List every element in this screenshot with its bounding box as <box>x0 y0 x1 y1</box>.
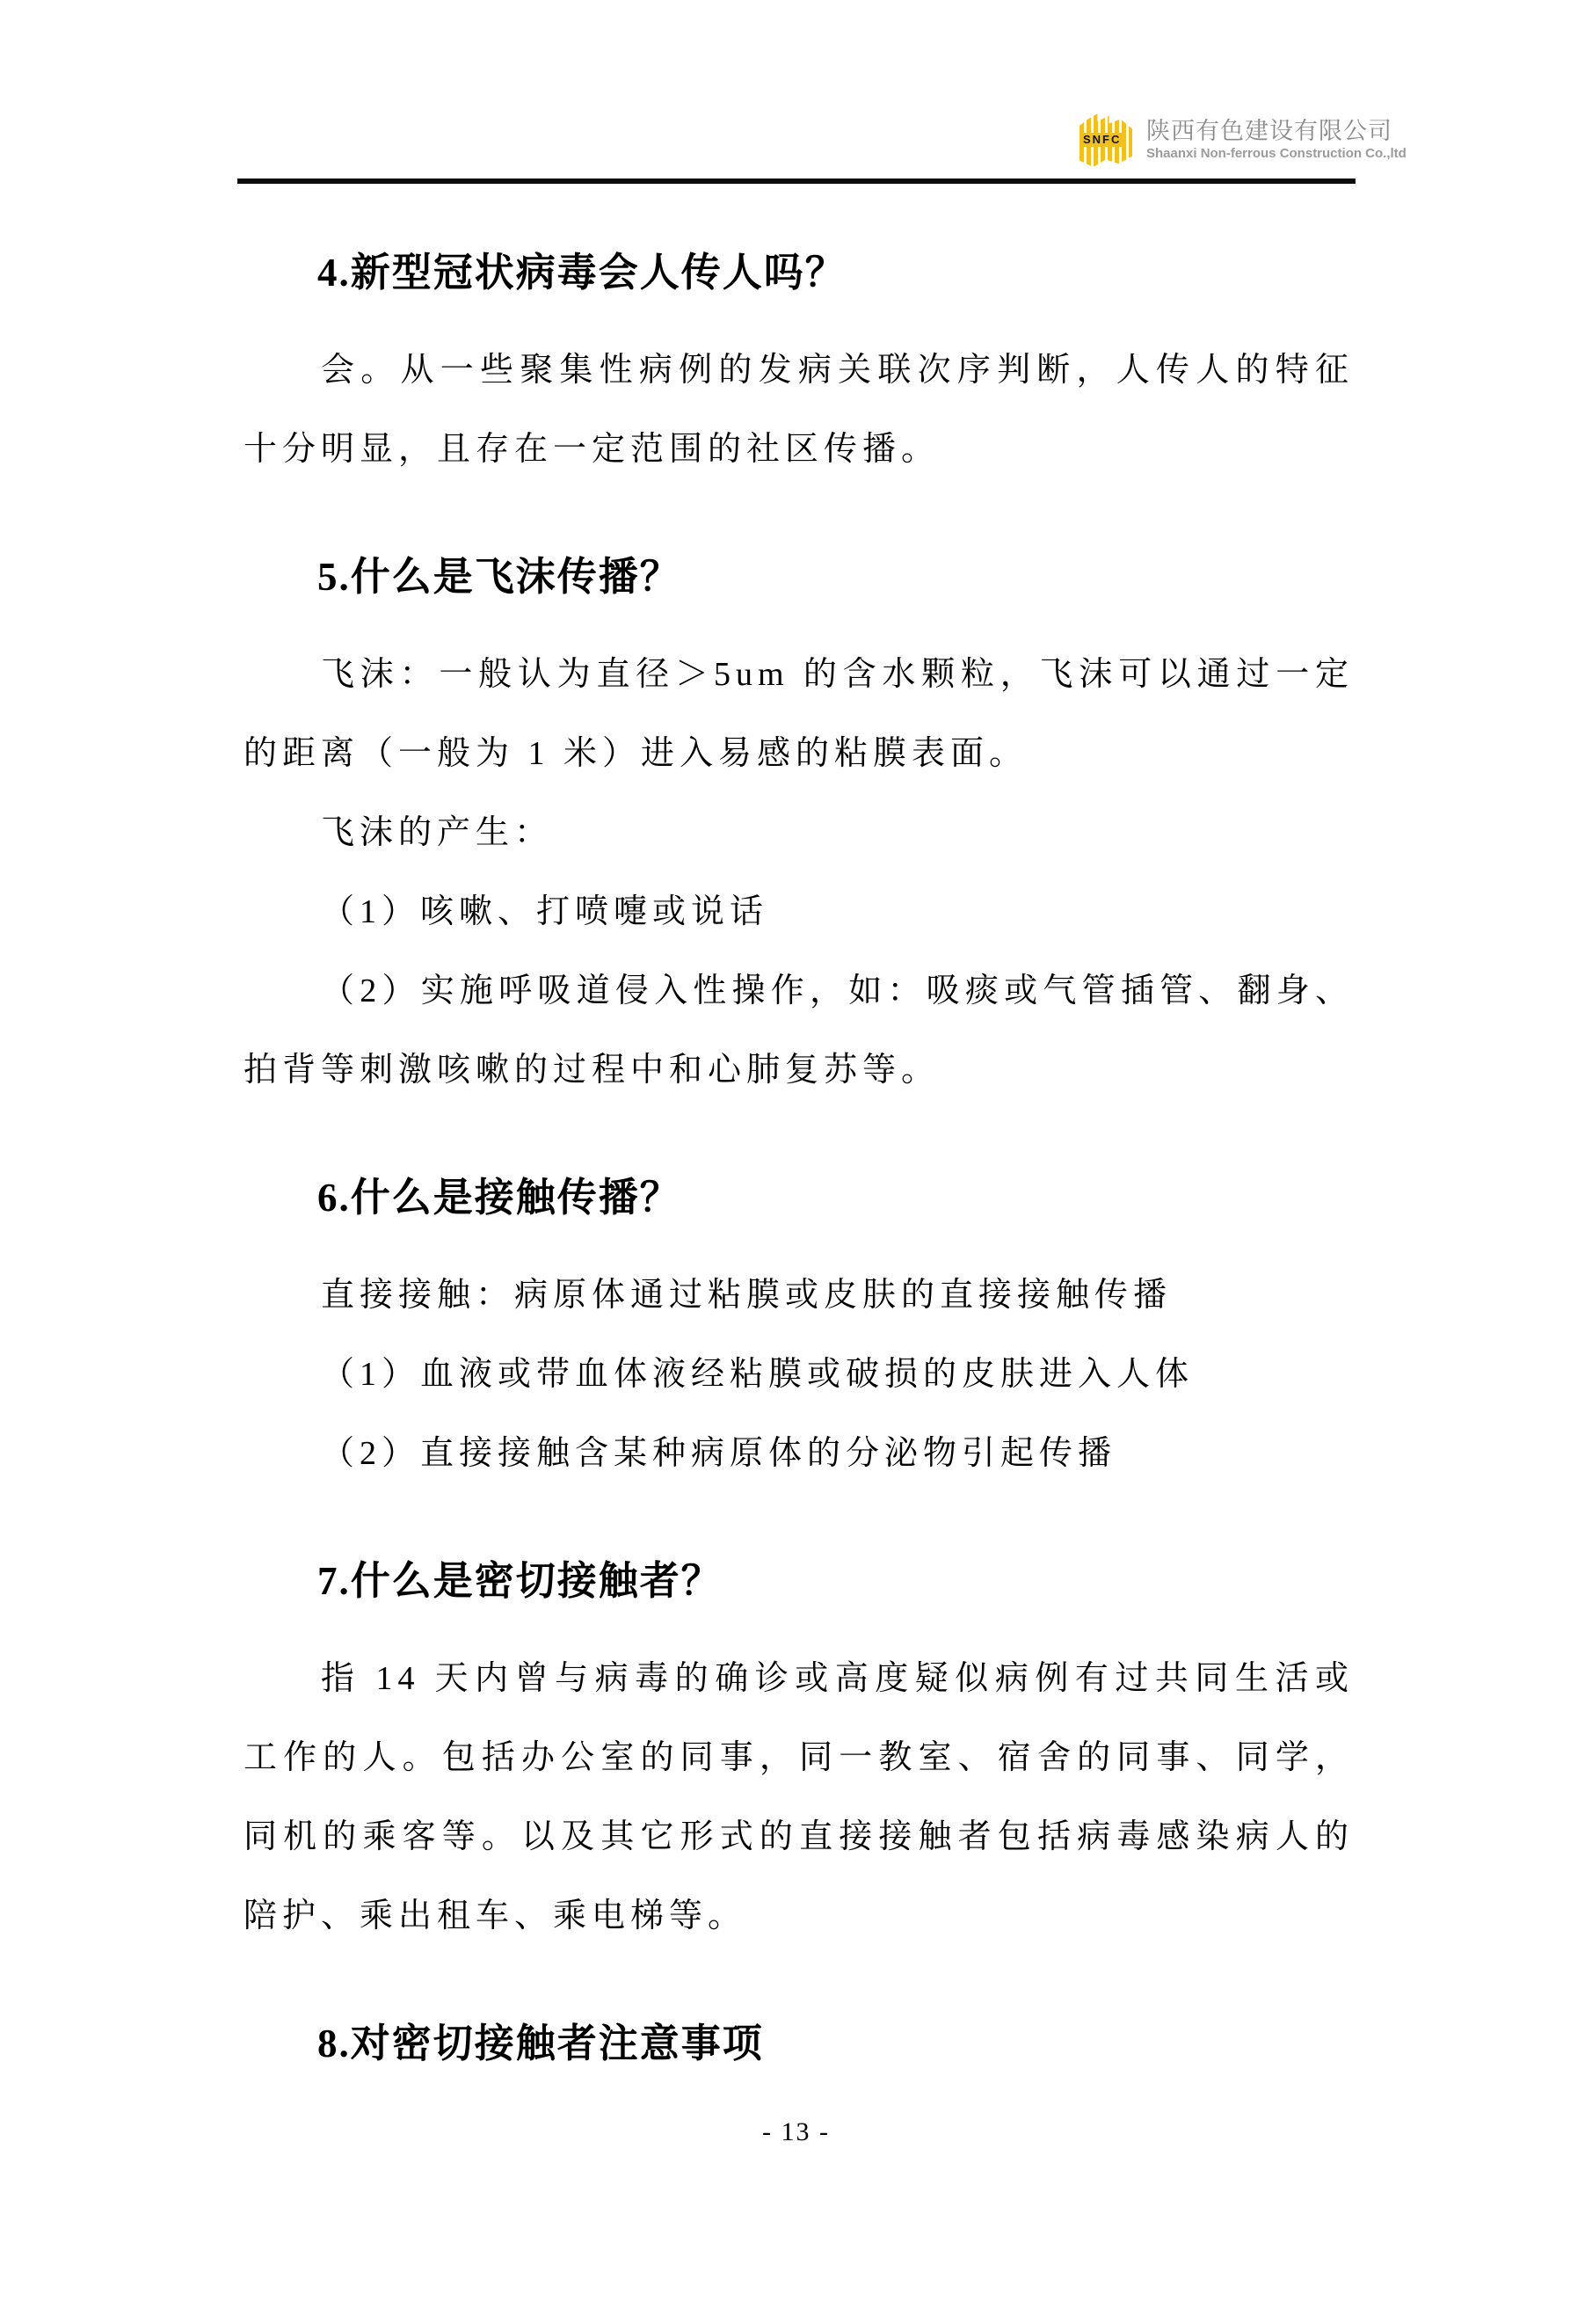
header-divider <box>237 178 1356 184</box>
document-body <box>244 222 1354 2102</box>
body-paragraph: （2）实施呼吸道侵入性操作，如：吸痰或气管插管、翻身、拍背等刺激咳嗽的过程中和心肺复苏等。 <box>244 973 1354 1089</box>
section-heading: 4.新型冠状病毒会人传人吗？ <box>317 251 847 295</box>
company-name-zh: 陕西有色建设有限公司 <box>1146 118 1392 144</box>
body-paragraph: 飞沫的产生： <box>321 814 554 851</box>
company-name-en: Shaanxi Non-ferrous Construction Co.,ltd <box>1146 146 1407 161</box>
section-heading: 5.什么是飞沫传播？ <box>317 555 681 599</box>
body-paragraph: 飞沫：一般认为直径＞5um 的含水颗粒，飞沫可以通过一定的距离（一般为 1 米）进入易感的粘膜表面。 <box>244 656 1354 772</box>
section-heading: 7.什么是密切接触者？ <box>317 1559 723 1603</box>
body-paragraph: 会。从一些聚集性病例的发病关联次序判断，人传人的特征十分明显，且存在一定范围的社区传播。 <box>244 352 1354 468</box>
body-paragraph: 直接接触：病原体通过粘膜或皮肤的直接接触传播 <box>321 1277 1173 1314</box>
logo-abbr-text: SNFC <box>1080 133 1124 147</box>
snfc-logo-icon <box>1080 113 1132 167</box>
body-paragraph: （1）血液或带血体液经粘膜或破损的皮肤进入人体 <box>321 1356 1195 1393</box>
company-name-block <box>1146 117 1407 163</box>
body-paragraph: （1）咳嗽、打喷嚏或说话 <box>321 893 769 930</box>
body-paragraph: 指 14 天内曾与病毒的确诊或高度疑似病例有过共同生活或工作的人。包括办公室的同事，同一教室、宿舍的同事、同学，同机的乘客等。以及其它形式的直接接触者包括病毒感染病人的陪护、乘出租车、乘电梯等。 <box>244 1660 1354 1934</box>
company-logo <box>1080 113 1407 167</box>
body-paragraph: （2）直接接触含某种病原体的分泌物引起传播 <box>321 1435 1117 1472</box>
section-heading: 8.对密切接触者注意事项 <box>317 2022 764 2065</box>
page-number: - 13 - <box>762 2117 830 2146</box>
section-heading: 6.什么是接触传播？ <box>317 1176 681 1220</box>
